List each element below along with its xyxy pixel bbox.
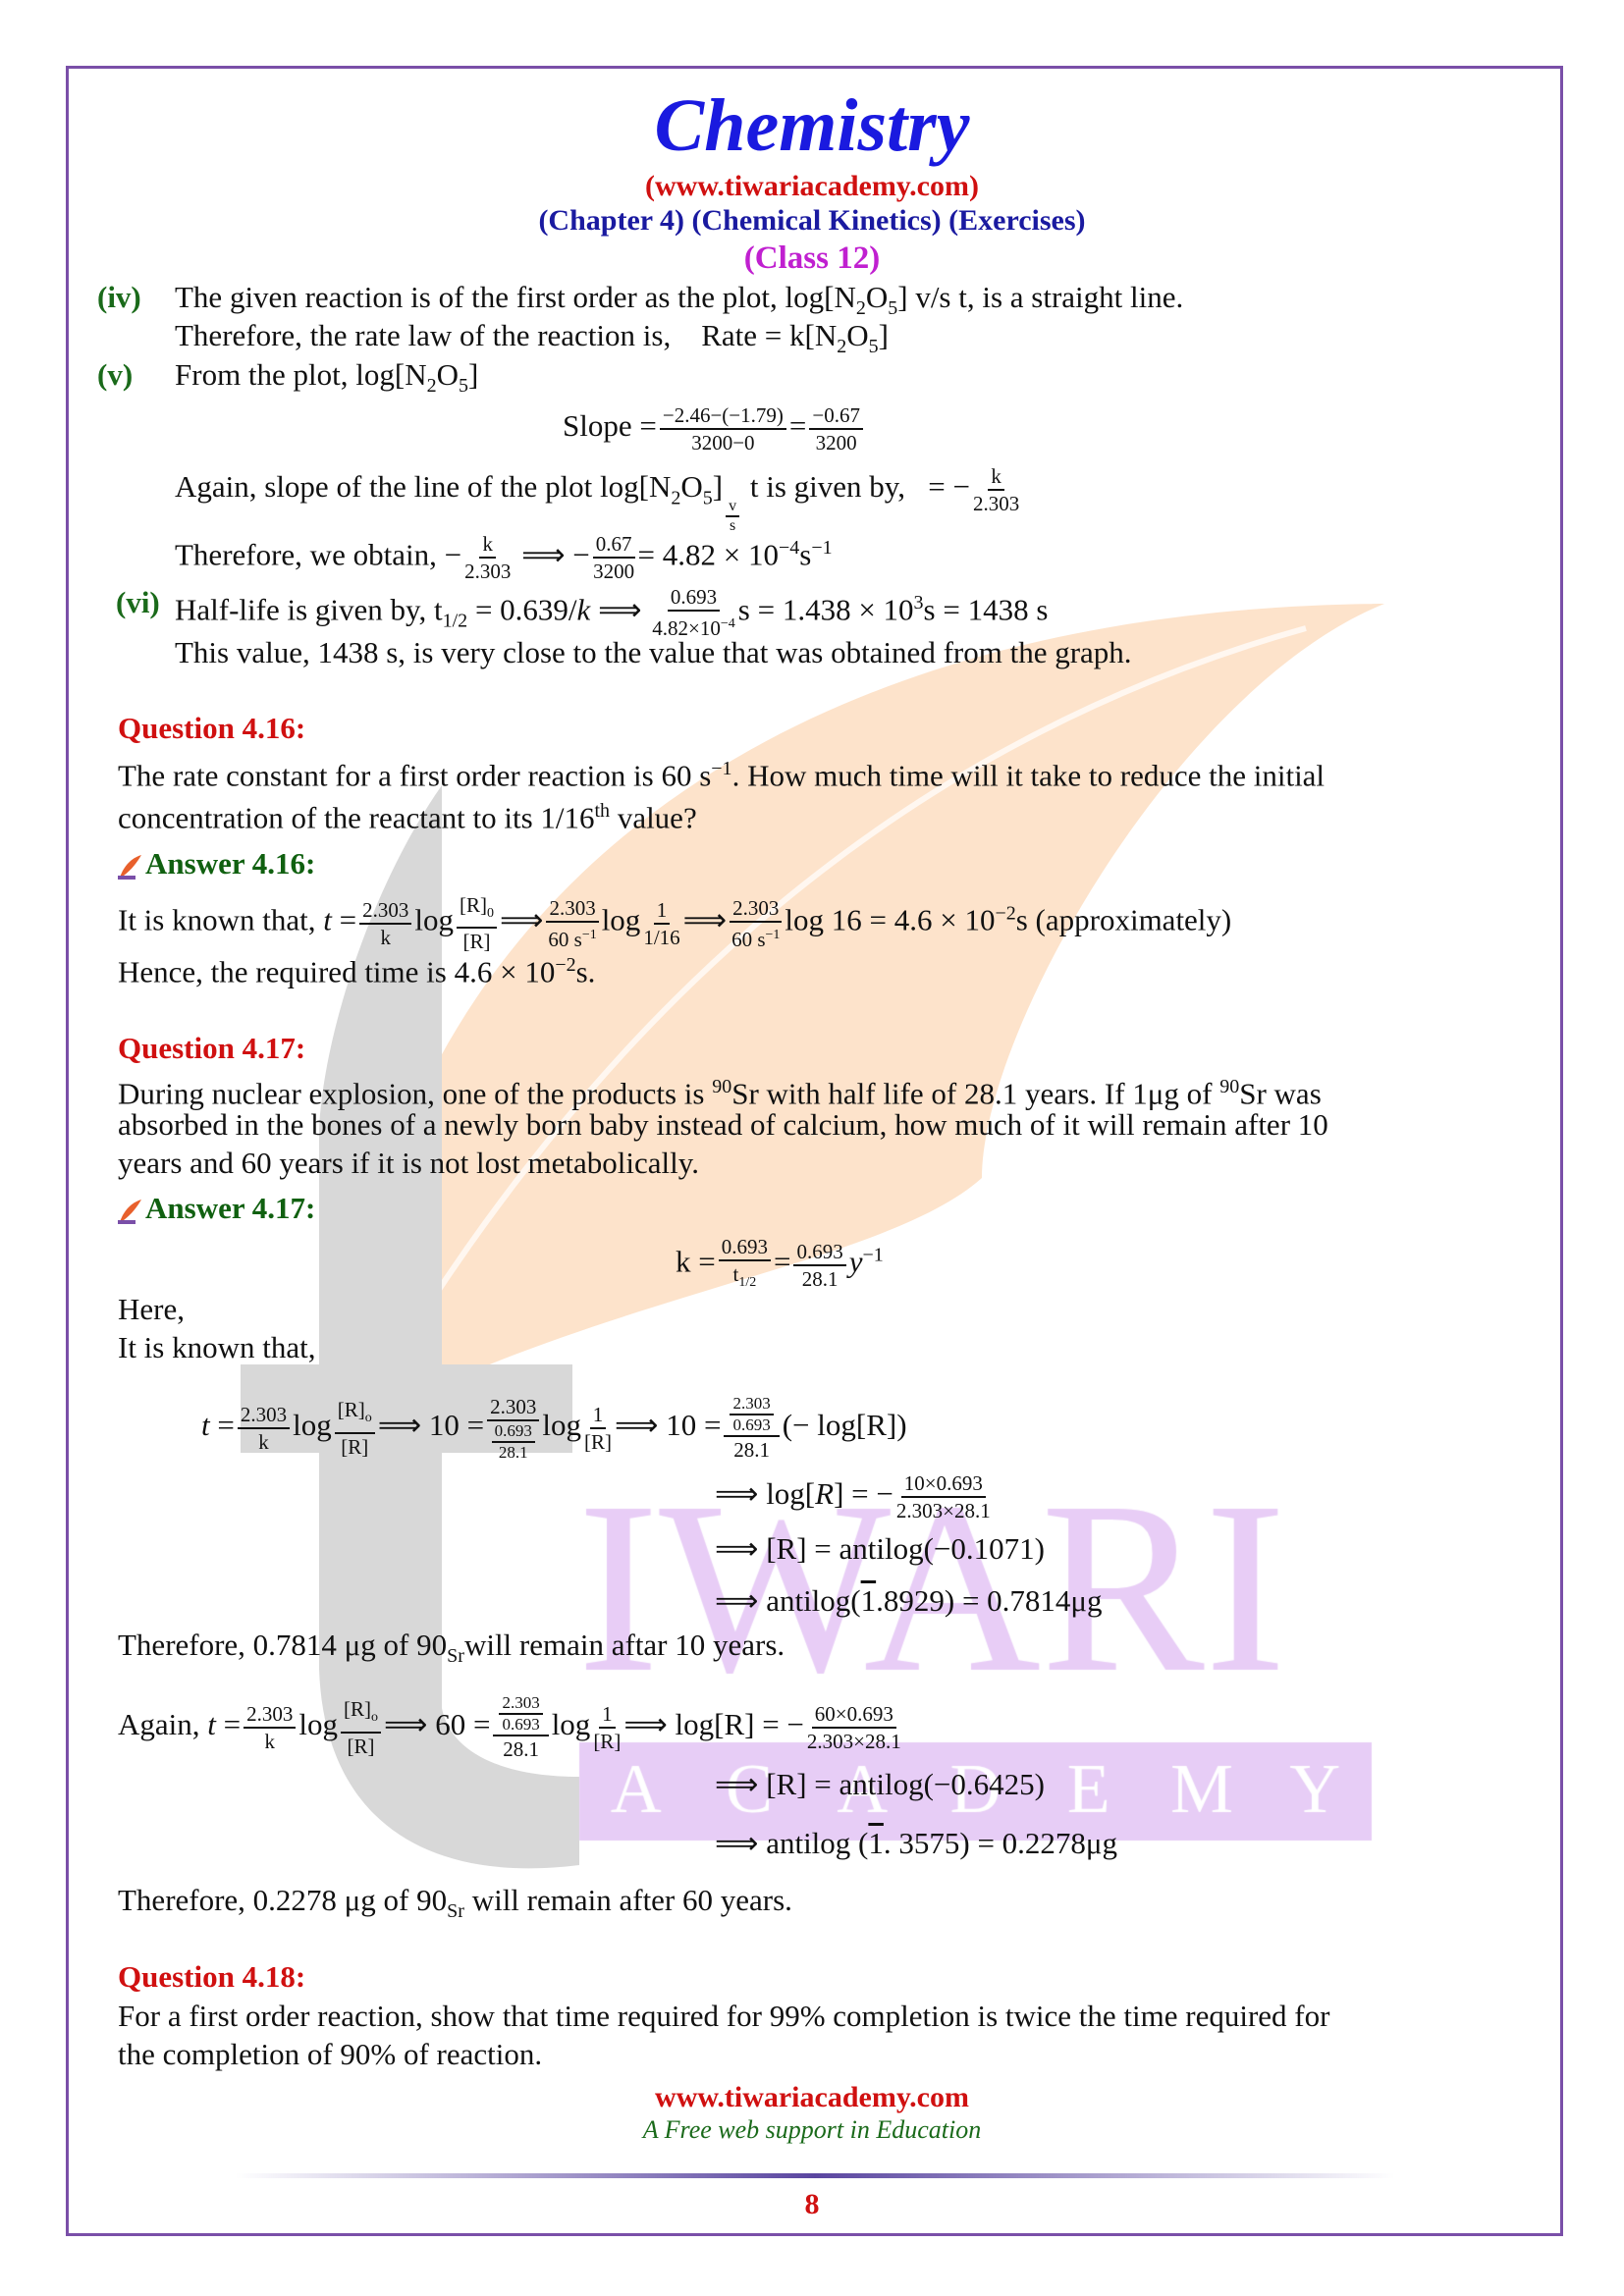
conclusion-10-years: Therefore, 0.7814 μg of $90_{Sr}will$ remain aftar 10 years. (118, 1628, 785, 1668)
iv-line-1: The given reaction is of the first order as the plot, $\log[N_2O_5]$ v/s t, is a straight line. (175, 280, 1184, 320)
answer-4-17-title: Answer 4.17: (116, 1189, 315, 1228)
page-title: Chemistry (654, 84, 970, 167)
step-log-r-10: ⟹ log[R] = − $\frac{10\times 0.693}{2.303\times 28.1}$ (715, 1471, 991, 1522)
question-4-17-title: Question 4.17: (118, 1031, 306, 1065)
part-label: (iv) (97, 280, 141, 314)
iv-line-2: Therefore, the rate law of the reaction is, Rate = $k[N_2O_5]$ (175, 318, 889, 358)
question-4-17-line-3: years and 60 years if it is not lost metabolically. (118, 1146, 700, 1180)
time-60-equation: Again, t = $\frac{2.303}{k}$ log $\frac{[R]_o}{[R]}$ ⟹ 60 = $\frac{\frac{2.303}{0.693}}{28.1}$ log $\frac{1}{[R]}$ ⟹ log[R] = − $\frac{60\times 0.693}{2.303\times 28.1}$ (118, 1693, 901, 1761)
answer-4-16-title: Answer 4.16: (116, 844, 315, 883)
question-4-18-title: Question 4.18: (118, 1959, 306, 1994)
answer-4-16-equation: It is known that, t = $\frac{2.303}{k}$ log $\frac{[R]_0}{[R]}$ ⟹ $\frac{2.303}{60 s^{-1}}$ log $\frac{1}{1/16}$ ⟹ $\frac{2.303}{60 s^{-1}}$ $\log 16 = 4.6 \times 10^{-2}s$ (approximately) (118, 893, 1232, 954)
footer-divider (236, 2173, 1394, 2178)
vi-line-1: Half-life is given by, $t_{1/2} = 0.639/k$ ⟹ $\frac{0.693}{4.82\times 10^{-4}}$ $s = 1.438 \times 10^3s = 1438$ s (175, 585, 1049, 641)
slope-equation: Slope = $\frac{-2.46-(-1.79)}{3200-0}$ = $\frac{-0.67}{3200}$ (563, 402, 866, 455)
here-label: Here, (118, 1292, 185, 1326)
step-antilog-10: ⟹ [R] = antilog(−0.1071) (715, 1531, 1045, 1566)
question-4-17-line-1: During nuclear explosion, one of the products is $^{90}$Sr with half life of 28.1 years. If 1μg of $^{90}$Sr was (118, 1076, 1322, 1111)
footer-url[interactable]: www.tiwariacademy.com (655, 2081, 969, 2113)
step-result-10: ⟹ antilog(1.8929) = 0.7814μg (715, 1583, 1103, 1618)
known-label: It is known that, (118, 1330, 316, 1364)
v-line-1: From the plot, $\log[N_2O_5]$ (175, 357, 479, 398)
part-vi: (vi) (116, 585, 160, 619)
answer-4-16-hence: Hence, the required time is $4.6 \times 10^{-2}s$. (118, 954, 596, 989)
footer-tagline: A Free web support in Education (642, 2115, 982, 2144)
part-iv (97, 278, 141, 317)
question-4-18-line-1: For a first order reaction, show that time required for 99% completion is twice the time required for (118, 1999, 1330, 2033)
pen-logo-icon (116, 1197, 145, 1226)
question-4-16-line-2: concentration of the reactant to its 1/16th value? (118, 800, 697, 835)
step-result-60: ⟹ antilog (1. 3575) = 0.2278μg (715, 1826, 1118, 1860)
page-number: 8 (804, 2188, 820, 2220)
part-v: (v) (97, 357, 134, 392)
rate-constant-equation: k = $\frac{0.693}{t_{1/2}}$ = $\frac{0.693}{28.1}$ $y^{-1}$ (676, 1235, 884, 1291)
vi-line-2: This value, 1438 s, is very close to the value that was obtained from the graph. (175, 635, 1132, 669)
question-4-16-title: Question 4.16: (118, 711, 306, 745)
question-4-17-line-2: absorbed in the bones of a newly born baby instead of calcium, how much of it will remain after 10 (118, 1107, 1328, 1142)
question-4-16-line-1: The rate constant for a first order reaction is 60 $s^{-1}$. How much time will it take to reduce the initial (118, 758, 1326, 793)
time-10-equation: t = $\frac{2.303}{k}$ log $\frac{[R]_o}{[R]}$ ⟹ 10 = $\frac{2.303}{\frac{0.693}{28.1}}$ log $\frac{1}{[R]}$ ⟹ 10 = $\frac{\frac{2.303}{0.693}}{28.1}$ (− log[R]) (201, 1394, 907, 1462)
v-again-line: Again, slope of the line of the plot $\log[N_2O_5]$ $\frac{v}{s}$ t is given by, = − $\frac{k}{2.303}$ (175, 464, 1020, 535)
pen-logo-icon (116, 852, 145, 881)
question-4-18-line-2: the completion of 90% of reaction. (118, 2037, 543, 2071)
header-url[interactable]: (www.tiwariacademy.com) (645, 170, 979, 202)
header-class: (Class 12) (743, 240, 881, 276)
v-therefore-line: Therefore, we obtain, − $\frac{k}{2.303}$ ⟹ − $\frac{0.67}{3200}$ = $4.82 \times 10^{-4}s^{-1}$ (175, 532, 833, 584)
step-antilog-60: ⟹ [R] = antilog(−0.6425) (715, 1767, 1045, 1801)
conclusion-60-years: Therefore, 0.2278 μg of $90_{Sr}$ will remain after 60 years. (118, 1883, 792, 1923)
header-chapter: (Chapter 4) (Chemical Kinetics) (Exercises) (538, 204, 1086, 237)
